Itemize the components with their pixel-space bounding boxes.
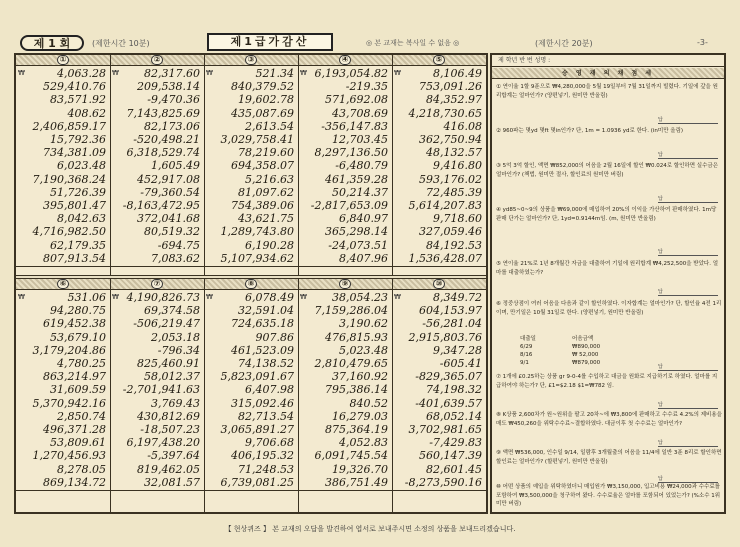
question-5: ⑤ 연이율 21%로 1년 8개월간 자금을 대출하여 기일에 원리합계 ₩4,252,500을 받았다. 얼마를 대출하였는가? (496, 261, 719, 276)
number-cell: -506,219.47 (133, 317, 200, 331)
number-cell: 5,370,942.16 (32, 396, 106, 410)
number-cell: 604,153.97 (419, 304, 482, 318)
number-cell: 2,053.18 (151, 330, 200, 344)
number-cell: 69,374.58 (144, 304, 200, 318)
column-number: ① (16, 55, 110, 66)
number-cell: 8,106.49 (433, 67, 482, 80)
number-cell: 395,801.47 (43, 199, 106, 212)
number-cell: 15,792.36 (50, 133, 106, 146)
number-cell: 7,159,286.04 (314, 304, 388, 318)
won-symbol: ₩ (112, 69, 119, 77)
number-cell: 6,193,054.82 (314, 67, 388, 80)
question-1: ① 연이율 1할 9푼으로 ₩4,280,000을 5월 19일부터 7월 31일까지 빌렸다. 기일에 갚을 원리합계는 얼마인가? (양편넣기, 원미만 반올림) (496, 84, 718, 99)
column-number: ⑤ (392, 55, 486, 66)
number-cell: 1,605.49 (151, 159, 200, 173)
number-cell: -356,147.83 (321, 119, 388, 133)
number-cell: 68,052.14 (426, 409, 482, 423)
number-cell: 43,708.69 (332, 106, 388, 120)
number-cell: 2,613.54 (245, 119, 294, 133)
question-9: ⑨ 액면 ₩536,000, 인수일 9/14, 일람후 3개월출의 어음을 11/4에 일반 3푼 8리로 할인하면 할인료는 얼마인가? (할편넣기, 원미만 반올림) (496, 450, 722, 465)
number-cell: 82,317.60 (144, 67, 200, 80)
grading-header: 승 영 재 의 채 점 세 (492, 68, 724, 79)
number-cell: 461,359.28 (325, 172, 388, 186)
number-cell: 825,460.91 (137, 357, 200, 370)
student-info-label: 제 학년 반 번 성명 : (498, 57, 551, 64)
number-cell: 5,823,091.67 (220, 370, 294, 384)
won-symbol: ₩ (18, 69, 25, 77)
number-cell: 1,536,428.07 (408, 251, 482, 265)
number-cell: -8,163,472.95 (122, 199, 200, 212)
number-cell: 1,270,456.93 (32, 449, 106, 463)
number-cell: 819,462.05 (137, 462, 200, 476)
number-cell: 734,381.09 (43, 146, 106, 160)
number-cell: -5,397.64 (147, 449, 200, 463)
question-6: ⑥ 정중상점이 여러 어음을 다음과 같이 할인하였다. 이자합계는 얼마인가? 단, 할인율 4전 1리이며, 만기일은 10월 31일로 한다. (양편넣기, 원미만 반올림) (496, 301, 722, 316)
number-cell: 74,138.52 (238, 357, 294, 370)
number-cell: 560,147.39 (419, 449, 482, 463)
number-cell: 7,190,368.24 (32, 172, 106, 186)
number-cell: 12,703.45 (332, 133, 388, 146)
won-symbol: ₩ (206, 69, 213, 77)
won-symbol: ₩ (394, 69, 401, 77)
number-cell: 754,389.06 (231, 199, 294, 212)
column-number: ⑧ (204, 279, 298, 290)
number-cell: 6,091,745.54 (314, 449, 388, 463)
answer-blank-9[interactable]: 답 (658, 475, 718, 483)
number-cell: -56,281.04 (422, 317, 482, 331)
number-cell: 593,176.02 (419, 172, 482, 186)
column-number: ③ (204, 55, 298, 66)
number-cell: -605.41 (439, 357, 482, 370)
number-cell: 38,054.23 (332, 291, 388, 304)
column-number: ⑥ (16, 279, 110, 290)
number-cell: 315,092.46 (231, 396, 294, 410)
number-cell: 19,602.78 (238, 93, 294, 107)
number-cell: 53,679.10 (50, 330, 106, 344)
number-cell: 7,143,825.69 (126, 106, 200, 120)
number-cell: 62,179.35 (50, 238, 106, 252)
question-2: ② 960파는 몇yd 몇ft 몇in인가? 단, 1m = 1.0936 yd로 한다. (in미만 올림) (496, 128, 684, 134)
number-cell: -694.75 (157, 238, 200, 252)
number-cell: 408.62 (67, 106, 106, 120)
answer-blank-7[interactable]: 답 (658, 401, 718, 409)
number-cell: -6,480.79 (335, 159, 388, 173)
number-cell: 4,052.83 (339, 436, 388, 450)
number-cell: 51,726.39 (50, 185, 106, 199)
number-cell: 3,179,204.86 (32, 343, 106, 357)
number-cell: 43,621.75 (238, 212, 294, 226)
number-cell: 863,214.97 (43, 370, 106, 384)
number-cell: 78,219.60 (238, 146, 294, 160)
number-cell: -2,701,941.63 (122, 383, 200, 397)
time-limit-left: (제한시간 10분) (92, 39, 150, 48)
number-cell: 3,065,891.27 (220, 423, 294, 436)
time-limit-right: (제한시간 20분) (535, 39, 593, 48)
number-cell: 3,029,758.41 (220, 133, 294, 146)
page-title: 제1급가감산 (207, 33, 333, 51)
number-cell: 694,358.07 (231, 159, 294, 173)
number-cell: 8,042.63 (57, 212, 106, 226)
number-cell: -2,817,653.09 (310, 199, 388, 212)
answer-blank-6[interactable]: 답 (658, 363, 718, 371)
number-cell: 84,192.53 (426, 238, 482, 252)
number-cell: 435,087.69 (231, 106, 294, 120)
question-4: ④ yd85~0~9의 상품을 ₩69,000에 매입하여 20%의 이익을 가산하여 판매하였다. 1m당 판매 단가는 얼마인가? 단, 1yd=0.9144m임. (m, 원미만 반올림) (496, 207, 717, 222)
footer-notice: 【 현상퀴즈 】 본 교재의 오답을 발견하여 엽서로 보내주시면 소정의 상품을 보내드리겠습니다. (224, 525, 516, 533)
answer-blank-1[interactable]: 답 (658, 116, 718, 124)
number-cell: -79,360.54 (140, 185, 200, 199)
won-symbol: ₩ (394, 293, 401, 301)
number-cell: 406,195.32 (231, 449, 294, 463)
number-cell: 6,190.28 (245, 238, 294, 252)
number-cell: 8,407.96 (339, 251, 388, 265)
number-cell: 84,352.97 (426, 93, 482, 107)
number-cell: 6,023.48 (57, 159, 106, 173)
answer-blank-4[interactable]: 답 (658, 248, 718, 256)
number-cell: 362,750.94 (419, 133, 482, 146)
number-cell: 795,386.14 (325, 383, 388, 397)
number-cell: 83,571.92 (50, 93, 106, 107)
student-info-row (492, 55, 724, 67)
number-cell: 8,278.05 (57, 462, 106, 476)
number-cell: 840.52 (349, 396, 388, 410)
number-cell: 476,815.93 (325, 330, 388, 344)
number-cell: 5,216.63 (245, 172, 294, 186)
won-symbol: ₩ (18, 293, 25, 301)
won-symbol: ₩ (300, 69, 307, 77)
answer-blank-5[interactable]: 답 (658, 288, 718, 296)
number-cell: 327,059.46 (419, 225, 482, 239)
number-cell: 619,452.38 (43, 317, 106, 331)
copy-notice: ◎ 본 교재는 복사일 수 없음 ◎ (366, 39, 460, 47)
number-cell: 6,739,081.25 (220, 475, 294, 489)
question-8: ⑧ K상품 2,600차가 원~원위을 팔고 20차~에 ₩3,800에 판매하고 수수료 4.2%의 제비용을 매도 ₩450,260을 위탁수수료~결합하였다. 대금이후 첫 수수료는 얼마인가? (496, 412, 722, 427)
column-number: ⑦ (110, 279, 204, 290)
number-cell: 58,012.37 (144, 370, 200, 384)
won-symbol: ₩ (206, 293, 213, 301)
number-cell: 53,809.61 (50, 436, 106, 450)
number-cell: 521.34 (255, 67, 294, 80)
question-10: ⑩ 어떤 상품의 예입을 위탁하였더니 매입원가 ₩3,150,000, 입고비용 ₩24,000과 수수료를 포함하여 ₩3,500,000을 청구하여 왔다. 수수료율은 얼마를 포함되어 있었는가? (%소수 1위미만 버림) (496, 484, 721, 507)
answer-row[interactable] (16, 490, 486, 506)
number-cell: 209,538.14 (137, 80, 200, 94)
number-cell: 32,081.57 (144, 475, 200, 489)
number-cell: 31,609.59 (50, 383, 106, 397)
number-cell: 452,917.08 (137, 172, 200, 186)
number-cell: 461,523.09 (231, 343, 294, 357)
column-number: ② (110, 55, 204, 66)
word-problem-panel (490, 53, 726, 514)
number-cell: -401,639.57 (415, 396, 482, 410)
number-cell: 80,519.32 (144, 225, 200, 239)
number-cell: 9,706.68 (245, 436, 294, 450)
addition-subtraction-table (14, 53, 488, 514)
number-cell: 2,406,859.17 (32, 119, 106, 133)
number-cell: 807,913.54 (43, 251, 106, 265)
number-cell: 386,751.49 (325, 475, 388, 489)
number-cell: 37,160.92 (332, 370, 388, 384)
number-cell: 50,214.37 (332, 185, 388, 199)
won-symbol: ₩ (300, 293, 307, 301)
number-cell: 875,364.19 (325, 423, 388, 436)
number-cell: 71,248.53 (238, 462, 294, 476)
number-cell: 81,097.62 (238, 185, 294, 199)
question-6-table (520, 335, 624, 367)
number-cell: 94,280.75 (50, 304, 106, 318)
q6-table-row: 8/16 ₩ 52,000 (520, 352, 599, 358)
number-cell: 3,190.62 (339, 317, 388, 331)
number-cell: 8,297,136.50 (314, 146, 388, 160)
question-7: ⑦ 1개에 £0.25하는 상품 gr 9-0-4를 수입하고 대금을 원화로 지급하기로 하였다. 얼마를 지급하여야 하는가? 단, £1=$2.18 $1=₩782 임. (496, 374, 718, 389)
page-number: -3- (697, 38, 708, 47)
number-cell: 571,692.08 (325, 93, 388, 107)
number-cell: -219.35 (345, 80, 388, 94)
number-cell: -9,470.36 (147, 93, 200, 107)
number-cell: -24,073.51 (328, 238, 388, 252)
number-cell: 2,810,479.65 (314, 357, 388, 370)
number-cell: 9,718.60 (433, 212, 482, 226)
number-cell: 907.86 (255, 330, 294, 344)
answer-blank-2[interactable]: 답 (658, 151, 718, 159)
number-cell: 6,078.49 (245, 291, 294, 304)
number-cell: 6,840.97 (339, 212, 388, 226)
number-cell: 4,190,826.73 (126, 291, 200, 304)
answer-blank-3[interactable]: 답 (658, 195, 718, 203)
number-cell: 8,349.72 (433, 291, 482, 304)
number-cell: -829,365.07 (415, 370, 482, 384)
number-cell: 9,347.28 (433, 343, 482, 357)
number-cell: 4,063.28 (57, 67, 106, 80)
number-cell: -8,273,590.16 (404, 475, 482, 489)
number-cell: 1,289,743.80 (220, 225, 294, 239)
number-cell: 6,197,438.20 (126, 436, 200, 450)
column-number: ④ (298, 55, 392, 66)
number-cell: -7,429.83 (429, 436, 482, 450)
number-cell: 2,915,803.76 (408, 330, 482, 344)
number-cell: 4,218,730.65 (408, 106, 482, 120)
number-cell: 5,614,207.83 (408, 199, 482, 212)
number-cell: 3,769.43 (151, 396, 200, 410)
number-cell: -520,498.21 (133, 133, 200, 146)
number-cell: 19,326.70 (332, 462, 388, 476)
number-cell: 82,601.45 (426, 462, 482, 476)
number-cell: 869,134.72 (43, 475, 106, 489)
column-number: ⑩ (392, 279, 486, 290)
number-cell: 5,023.48 (339, 343, 388, 357)
problem-block-bottom (16, 279, 486, 512)
number-cell: 4,716,982.50 (32, 225, 106, 239)
number-cell: 82,713.54 (238, 409, 294, 423)
number-cell: 6,407.98 (245, 383, 294, 397)
number-cell: 372,041.68 (137, 212, 200, 226)
number-cell: 529,410.76 (43, 80, 106, 94)
column-number: ⑨ (298, 279, 392, 290)
number-cell: 5,107,934.62 (220, 251, 294, 265)
number-cell: -18,507.23 (140, 423, 200, 436)
problem-block-top (16, 55, 486, 276)
number-cell: 9,416.80 (433, 159, 482, 173)
number-cell: 753,091.26 (419, 80, 482, 94)
number-cell: 32,591.04 (238, 304, 294, 318)
answer-blank-8[interactable]: 답 (658, 439, 718, 447)
number-cell: 430,812.69 (137, 409, 200, 423)
number-cell: 724,635.18 (231, 317, 294, 331)
number-cell: 3,702,981.65 (408, 423, 482, 436)
number-cell: 16,279.03 (332, 409, 388, 423)
number-cell: 416.08 (443, 119, 482, 133)
number-cell: 82,173.06 (144, 119, 200, 133)
number-cell: 840,379.52 (231, 80, 294, 94)
number-cell: 7,083.62 (151, 251, 200, 265)
question-3: ③ 5억 3억 할인, 액면 ₩852,000의 어음을 2월 16일에 할인 ₩0.024로 할인하면 실수금은 얼마인가? (책법, 원미만 절사, 할인료의 원미만 버림) (496, 163, 719, 178)
number-cell: 496,371.28 (43, 423, 106, 436)
number-cell: 531.06 (67, 291, 106, 304)
q6-table-row: 9/1 ₩879,000 (520, 360, 601, 366)
number-cell: -796.34 (157, 343, 200, 357)
number-cell: 48,132.57 (426, 146, 482, 160)
number-cell: 2,850.74 (57, 409, 106, 423)
header (0, 0, 740, 52)
q6-table-row: 6/29 ₩890,000 (520, 344, 601, 350)
won-symbol: ₩ (112, 293, 119, 301)
round-badge: 제 1 회 (20, 35, 84, 51)
number-cell: 6,318,529.74 (126, 146, 200, 160)
q6-table-header: 대출일 어음금액 (520, 336, 594, 342)
number-cell: 4,780.25 (57, 357, 106, 370)
number-cell: 365,298.14 (325, 225, 388, 239)
number-cell: 72,485.39 (426, 185, 482, 199)
number-cell: 74,198.32 (426, 383, 482, 397)
